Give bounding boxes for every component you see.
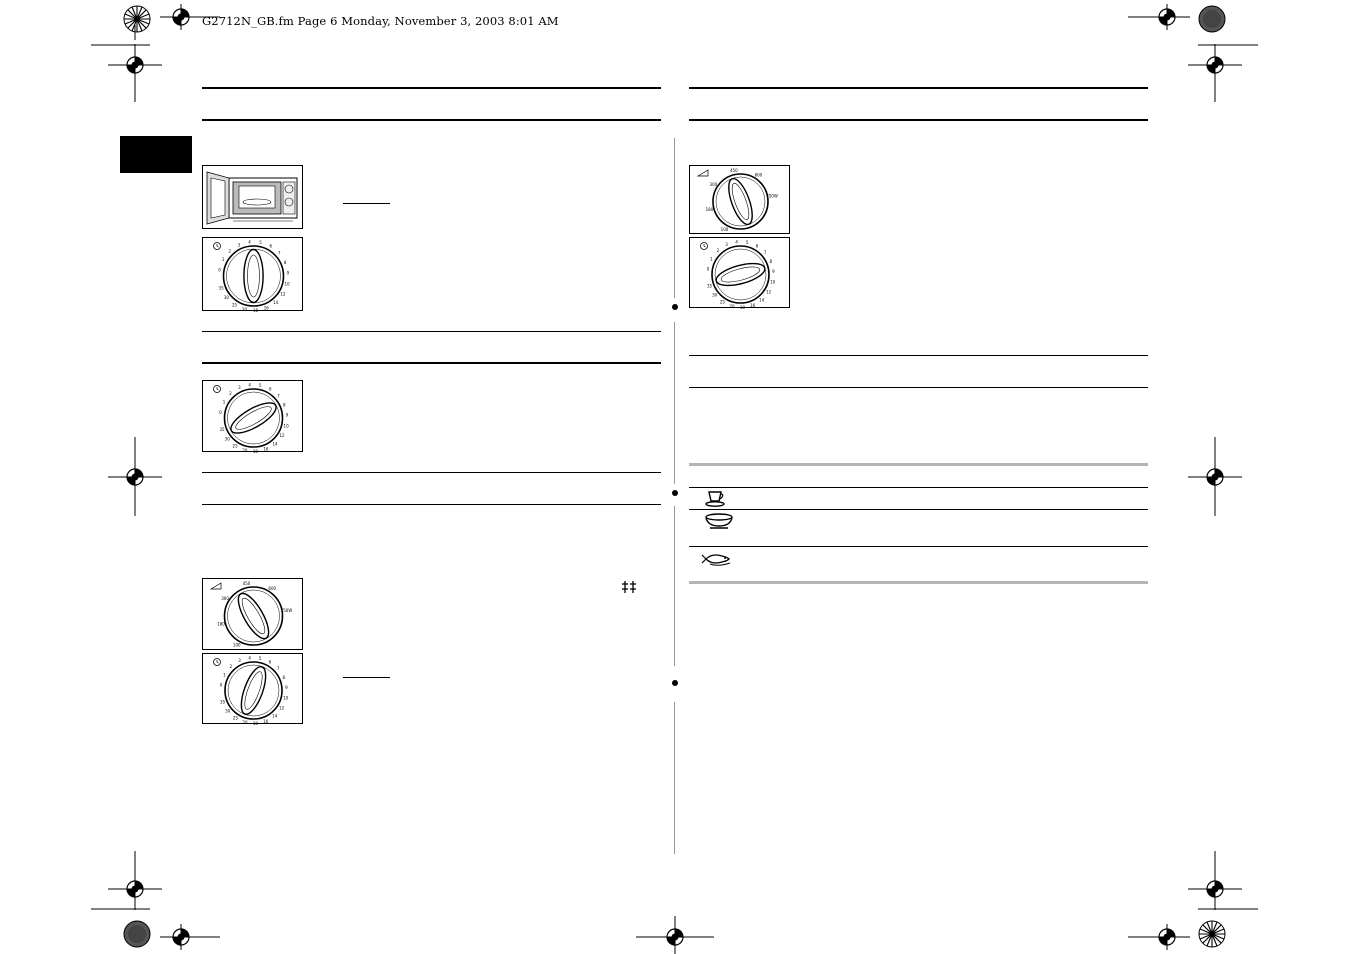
fish-icon [702, 551, 734, 567]
figure-timer-dial-start [202, 653, 303, 727]
dial-mark-label: 20 [242, 306, 248, 312]
timer-dial-icon [203, 654, 302, 727]
timer-dial-icon [203, 381, 302, 455]
dial-mark-label: 30 [224, 436, 230, 442]
dial-mark-label: 3 [238, 385, 241, 391]
dial-mark-label: 1 [221, 257, 225, 263]
dial-mark-label: 10 [770, 279, 776, 285]
dial-mark-label: 16 [263, 305, 269, 311]
dial-mark-label: 10 [283, 423, 289, 429]
figure-oven-open [202, 165, 303, 229]
dial-mark-label: 8 [282, 675, 286, 681]
dial-mark-label: 0 [219, 409, 222, 415]
dial-mark-label: 450 [242, 580, 251, 586]
table-bottom-rule [689, 581, 1148, 584]
dial-mark-label: 2 [716, 248, 720, 254]
dial-mark-label: 12 [279, 433, 285, 439]
label-underline [343, 677, 390, 678]
dial-mark-label: 35 [218, 285, 224, 291]
dial-mark-label: 18 [252, 449, 258, 455]
clock-icon [214, 243, 221, 250]
section-rule [689, 387, 1148, 388]
dial-mark-label: 7 [277, 393, 280, 399]
section-rule [202, 362, 661, 364]
dial-mark-label: 9 [285, 685, 288, 691]
power-dial-icon [203, 579, 302, 649]
spine-dot [672, 490, 678, 496]
dial-mark-label: 14 [273, 300, 279, 306]
table-row-rule [689, 487, 1148, 488]
dial-mark-label: 6 [268, 659, 272, 665]
dial-mark-label: 18 [252, 721, 258, 727]
dial-mark-label: 16 [750, 302, 756, 308]
timer-dial-icon [690, 238, 789, 311]
dial-mark-label: 14 [272, 713, 278, 719]
dial-mark-label: 100 [720, 226, 729, 232]
spine-dot [672, 304, 678, 310]
dial-mark-label: 2 [228, 248, 232, 254]
section-rule [689, 355, 1148, 356]
dial-mark-label: 750W [766, 193, 778, 199]
dial-mark-label: 9 [286, 270, 290, 276]
dial-mark-label: 25 [232, 715, 238, 721]
dial-mark-label: 20 [729, 303, 735, 309]
dial-inner-ring [228, 590, 280, 642]
dial-mark-label: 2 [229, 664, 233, 670]
dial-mark-label: 6 [269, 243, 273, 249]
soup-bowl-icon [703, 512, 735, 530]
power-level-icon [698, 170, 708, 176]
dial-mark-label: 0 [706, 266, 710, 272]
figure-timer-dial-turned [202, 380, 303, 455]
section-rule [202, 87, 661, 89]
dial-mark-label: 7 [763, 250, 767, 256]
dial-mark-label: 30 [225, 708, 231, 714]
dial-mark-label: 5 [745, 239, 749, 245]
dial-ring [225, 659, 282, 719]
dial-mark-label: 450 [730, 167, 738, 173]
dial-knob [714, 259, 767, 290]
section-rule [202, 504, 661, 505]
dial-mark-label: 35 [219, 427, 225, 433]
oven-illustration [203, 166, 302, 228]
dial-mark-label: 9 [285, 412, 289, 418]
figure-power-dial-right [689, 165, 790, 234]
clock-icon [214, 386, 221, 393]
label-underline [343, 203, 390, 204]
dial-mark-label: 35 [706, 283, 713, 289]
dial-mark-label: 25 [231, 302, 238, 308]
dial-mark-label: 100 [232, 642, 241, 648]
dial-knob [233, 589, 275, 642]
spine-top [674, 138, 675, 298]
section-rule [202, 331, 661, 332]
table-row-rule [689, 509, 1148, 510]
dial-mark-label: 180 [705, 206, 714, 212]
dial-mark-label: 10 [284, 281, 290, 287]
chapter-tab [120, 136, 192, 173]
dial-mark-label: 14 [759, 297, 765, 303]
dial-mark-label: 30 [712, 292, 718, 298]
spine-dot [672, 680, 678, 686]
dial-mark-label: 1 [710, 256, 713, 262]
figure-power-dial [202, 578, 303, 650]
dial-mark-label: 16 [263, 718, 269, 724]
dial-mark-label: 20 [242, 719, 248, 725]
dial-mark-label: 16 [263, 446, 269, 452]
dial-mark-label: 35 [219, 699, 226, 705]
figure-timer-dial-right [689, 237, 790, 311]
dial-ring [225, 587, 283, 645]
dial-knob [236, 664, 270, 717]
timer-dial-icon [203, 238, 302, 314]
dial-mark-label: 12 [280, 291, 286, 297]
clock-icon [701, 243, 708, 250]
dial-mark-label: 3 [238, 658, 241, 664]
dial-mark-label: 7 [277, 250, 281, 256]
dial-mark-label: 12 [279, 705, 285, 711]
dial-mark-label: 0 [219, 682, 223, 688]
dial-mark-label: 0 [218, 267, 221, 273]
dial-mark-label: 5 [258, 655, 262, 661]
dial-mark-label: 9 [772, 269, 775, 275]
section-rule [689, 119, 1148, 121]
dial-mark-label: 18 [739, 305, 745, 311]
section-rule [202, 119, 661, 121]
dial-mark-label: 4 [248, 382, 251, 388]
dial-mark-label: 300 [221, 595, 229, 601]
dial-mark-label: 7 [276, 666, 280, 672]
dial-mark-label: 600 [268, 585, 277, 591]
dial-mark-label: 300 [709, 182, 718, 188]
snowflake-icon [622, 580, 636, 594]
dial-mark-label: 2 [229, 391, 232, 397]
dial-mark-label: 3 [237, 242, 241, 248]
section-rule [202, 472, 661, 473]
dial-mark-label: 600 [754, 172, 763, 178]
dial-mark-label: 18 [252, 308, 259, 314]
dial-mark-label: 12 [766, 289, 772, 295]
figure-timer-dial [202, 237, 303, 314]
dial-mark-label: 4 [248, 239, 251, 245]
spine-bottom [674, 702, 675, 854]
running-header: G2712N_GB.fm Page 6 Monday, November 3, 2003 8:01 AM [202, 14, 559, 28]
spine-lower [674, 506, 675, 666]
dial-mark-label: 6 [755, 243, 759, 249]
dial-mark-label: 30 [223, 294, 229, 300]
dial-knob [724, 176, 757, 228]
dial-mark-label: 10 [283, 695, 289, 701]
dial-mark-label: 5 [259, 239, 262, 245]
dial-mark-label: 180 [217, 621, 225, 627]
dial-mark-label: 5 [259, 382, 262, 388]
dial-mark-label: 8 [769, 259, 773, 265]
dial-mark-label: 8 [282, 402, 286, 408]
dial-mark-label: 4 [248, 655, 251, 661]
dial-mark-label: 20 [242, 447, 248, 453]
dial-mark-label: 1 [223, 672, 226, 678]
spine-mid [674, 322, 675, 484]
coffee-cup-icon [704, 490, 728, 508]
section-rule [689, 87, 1148, 89]
dial-mark-label: 25 [232, 443, 238, 449]
dial-mark-label: 1 [222, 399, 226, 405]
dial-knob [244, 250, 263, 303]
dial-mark-label: 3 [725, 242, 728, 248]
dial-mark-label: 8 [283, 259, 287, 265]
dial-mark-label: 14 [272, 441, 278, 447]
power-dial-icon [690, 166, 789, 233]
dial-mark-label: 750W [280, 607, 293, 613]
clock-icon [214, 659, 221, 666]
dial-mark-label: 25 [719, 299, 725, 305]
table-top-rule [689, 463, 1148, 466]
power-level-icon [211, 583, 221, 589]
table-row-rule [689, 546, 1148, 547]
dial-mark-label: 6 [268, 386, 272, 392]
dial-mark-label: 4 [735, 239, 738, 245]
